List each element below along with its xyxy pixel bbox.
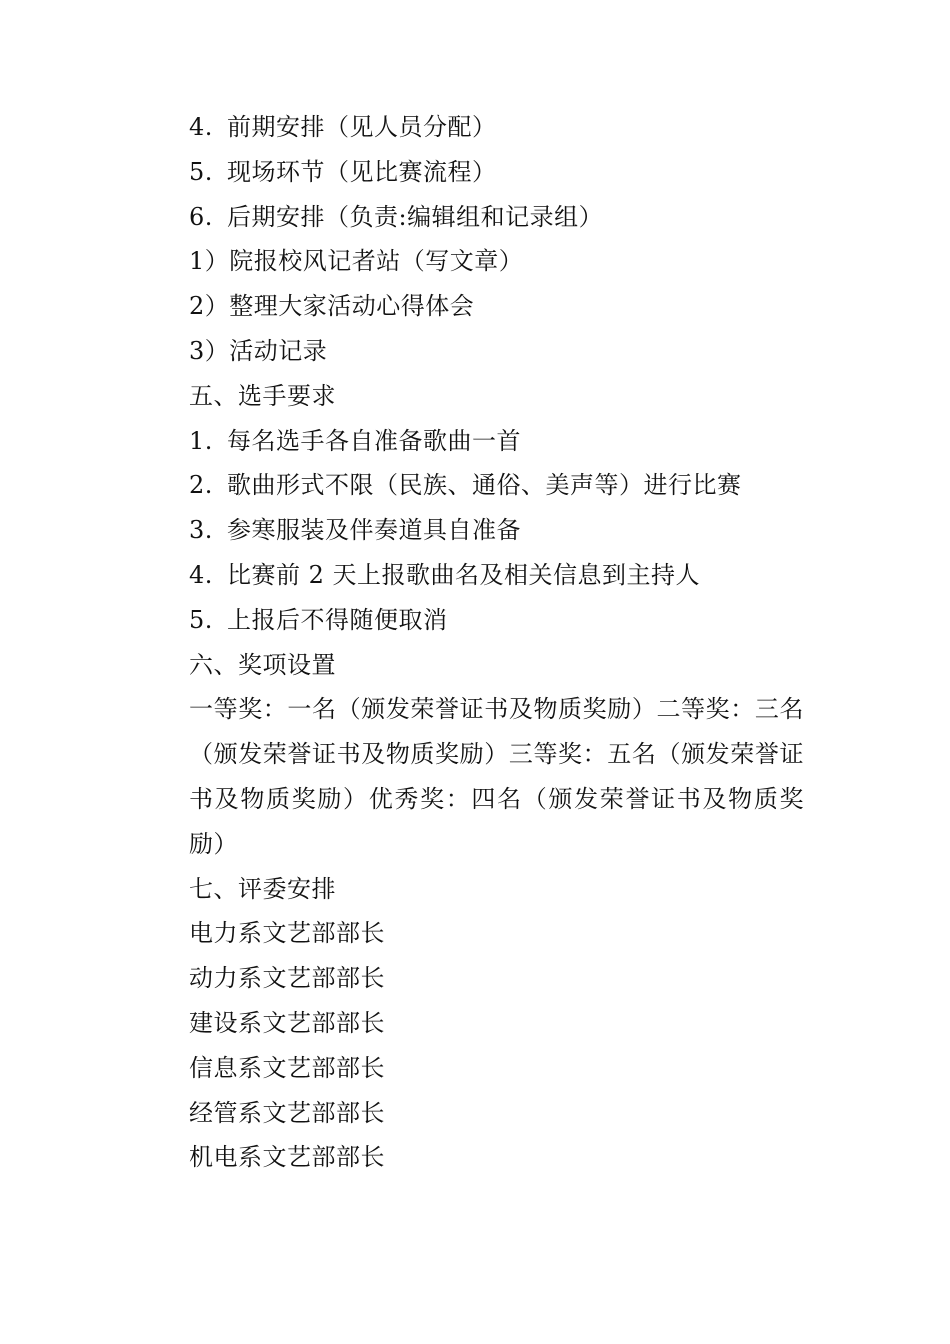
item-text: 参寒服装及伴奏道具自准备: [227, 516, 521, 545]
judge-item: 电力系文艺部部长: [189, 919, 385, 948]
list-item: [189, 195, 804, 240]
sub-list-item: 2）整理大家活动心得体会: [189, 292, 475, 321]
item-text: 每名选手各自准备歌曲一首: [227, 426, 521, 455]
section-heading: 七、评委安排: [189, 874, 336, 903]
item-text: 上报后不得随便取消: [227, 605, 448, 634]
list-item: [189, 463, 804, 508]
list-item: [189, 150, 804, 195]
list-item: [189, 598, 804, 643]
item-number: 4.: [189, 560, 213, 589]
item-text: 后期安排（负责:编辑组和记录组）: [227, 202, 604, 231]
item-number: 5.: [189, 605, 213, 634]
list-item: [189, 105, 804, 150]
judge-item: 机电系文艺部部长: [189, 1143, 385, 1172]
item-number: 3.: [189, 516, 213, 545]
section-heading: 六、奖项设置: [189, 650, 336, 679]
item-text: 比赛前 2 天上报歌曲名及相关信息到主持人: [227, 560, 701, 589]
document-body: [189, 105, 804, 1180]
list-item: [189, 508, 804, 553]
item-number: 4.: [189, 113, 213, 141]
list-item: [189, 553, 804, 598]
judge-item: 动力系文艺部部长: [189, 964, 385, 993]
item-number: 6.: [189, 202, 213, 231]
item-text: 现场环节（见比赛流程）: [227, 157, 497, 186]
list-item: [189, 419, 804, 464]
item-text: 歌曲形式不限（民族、通俗、美声等）进行比赛: [227, 471, 742, 500]
awards-paragraph: 一等奖：一名（颁发荣誉证书及物质奖励）二等奖：三名（颁发荣誉证书及物质奖励）三等奖：五名（颁发荣誉证书及物质奖励）优秀奖：四名（颁发荣誉证书及物质奖励）: [189, 695, 804, 858]
item-number: 5.: [189, 157, 213, 186]
sub-list-item: 1）院报校风记者站（写文章）: [189, 247, 524, 276]
sub-list-item: 3）活动记录: [189, 336, 328, 365]
item-number: 1.: [189, 426, 213, 455]
section-heading: 五、选手要求: [189, 381, 336, 410]
item-number: 2.: [189, 471, 213, 500]
judge-item: 建设系文艺部部长: [189, 1008, 385, 1037]
item-text: 前期安排（见人员分配）: [227, 113, 497, 141]
judge-item: 经管系文艺部部长: [189, 1098, 385, 1127]
judge-item: 信息系文艺部部长: [189, 1053, 385, 1082]
